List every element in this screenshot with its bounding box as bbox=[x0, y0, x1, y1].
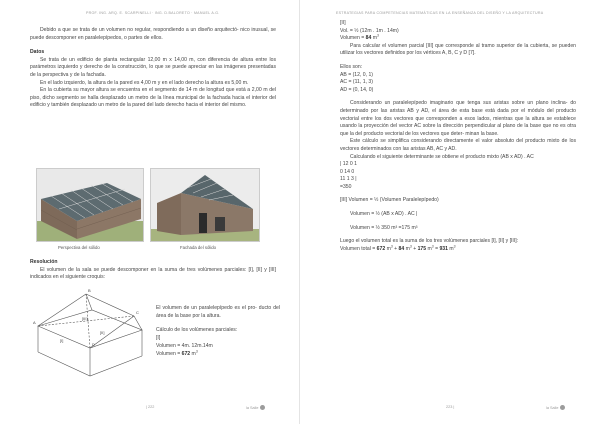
running-head-right: ESTRATEGIAS PARA COMPETENCIAS MATEMÁTICAS EN LA ENSEÑANZA DEL DISEÑO Y LA ARQUITECTURA bbox=[336, 11, 544, 15]
ellos-son: Ellos son: bbox=[340, 63, 363, 70]
svg-text:[II]: [II] bbox=[100, 330, 105, 335]
paragraph-datos-1: Se trata de un edificio de planta rectangular 12,00 m x 14,00 m, con diferencia de altura entre los parámetros izquierdo y derecho de la construcción, lo que se puede apreciar en las imágenes presentadas de la perspectiva y de la fachada. bbox=[30, 56, 276, 78]
vol-III-line-3: Volumen = ½ 350 m³ =175 m³ bbox=[350, 224, 418, 231]
svg-text:[I]: [I] bbox=[60, 338, 64, 343]
calc-heading: Cálculo de los volúmenes parciales: bbox=[156, 327, 238, 333]
brand-name-right: la Salle bbox=[546, 405, 559, 410]
vol-III-formula: [III] Volumen = ½ (Volumen Paralelepípedo) bbox=[340, 197, 439, 204]
heading-datos: Datos bbox=[30, 49, 45, 56]
paragraph-total-intro: Luego el volumen total es la suma de los tres volúmenes parciales [I], [II] y [III]: bbox=[340, 238, 519, 245]
brand-name-left: la Salle bbox=[246, 405, 259, 410]
lasalle-logo-icon bbox=[260, 405, 265, 410]
page-number-right: 223 | bbox=[446, 405, 455, 409]
left-volume-column bbox=[156, 304, 280, 358]
svg-text:A: A bbox=[33, 320, 36, 325]
brand-left bbox=[246, 405, 265, 410]
paragraph-calculado: Calculando el siguiente determinante se obtiene el producto mixto (AB x AD) . AC bbox=[350, 153, 534, 160]
brand-right bbox=[546, 405, 565, 410]
lasalle-logo-icon bbox=[560, 405, 565, 410]
calc-label-I: [I] bbox=[156, 335, 161, 341]
paragraph-calculo: Este cálculo se simplifica considerando directamente el valor absoluto del producto mixto de los vectores determinados con las aristas AB, AC y AD. bbox=[340, 138, 576, 152]
facade-image bbox=[150, 168, 260, 242]
vol-III-line-2: Volumen = ½ (AB x AD) . AC | bbox=[350, 211, 418, 218]
paragraph-resolucion: El volumen de la sala se puede descomponer en la suma de tres volúmenes parciales: [I], [II] y [III] indicados en el siguiente croquis: bbox=[30, 266, 276, 281]
total-volume: Volumen total = 672 $m^3 + 84$ $m^3 + 175$ $m^3 = 931$ $m^3$ bbox=[340, 244, 456, 252]
vol-II-result: Volumen = 84 $m^3$ bbox=[340, 33, 379, 42]
paragraph-vol-III-intro: Para calcular el volumen parcial [III] que corresponde al tramo superior de la cubierta, se pueden utilizar los vectores definidos por los vértices A, B, C y D [7]. bbox=[340, 42, 576, 57]
determinant-row-2: 0 14 0 bbox=[340, 168, 355, 175]
calc-vol-result: Volumen = 672 $m^3$ bbox=[156, 349, 198, 357]
determinant-row-1: | 12 0 1 bbox=[340, 161, 357, 168]
running-head-left: PROF. ING. ARQ. E. SCARPINELLI · ING. D.BALORETO · MANUEL A.G. bbox=[86, 11, 220, 15]
vector-ad: AD = (0, 14, 0) bbox=[340, 86, 374, 93]
svg-text:[III]: [III] bbox=[82, 316, 88, 321]
paragraph-datos-3: En la cubierta su mayor altura se encuentra en el segmento de 14 m de longitud que está a 2,00 m del piso, dicho segmento se halla desplazado un metro de la línea municipal de la fachada hacia el interior del edificio y también desplazado un metro de la pared del lado derecho hacia el interior del mismo. bbox=[30, 87, 276, 109]
heading-resolucion: Resolución bbox=[30, 259, 58, 265]
perspective-image bbox=[36, 168, 144, 242]
svg-text:B: B bbox=[88, 288, 91, 293]
vol-II-formula: Vol. = ½ (12m . 1m . 14m) bbox=[340, 27, 399, 34]
right-body bbox=[340, 20, 576, 253]
svg-text:D: D bbox=[92, 342, 95, 347]
paragraph-intro: Debido a que se trata de un volumen no regular, respondiendo a un diseño arquitectó- nico inusual, se puede descomponer en paralelepípedos, o partes de ellos. bbox=[30, 27, 276, 41]
caption-facade: Fachada del sólido bbox=[180, 245, 217, 250]
paragraph-vol-desc: El volumen de un paralelepípedo es el pro- ducto del área de la base por la altura. bbox=[156, 305, 280, 319]
left-body-top bbox=[30, 27, 276, 110]
vector-ab: AB = (12, 0, 1) bbox=[340, 71, 373, 78]
paragraph-considerando: Considerando un paralelepípedo imaginario que tenga sus aristas sobre un plano inclina- do determinado por las aristas AB y AD, el área de esta base está dada por el módulo del producto vectorial entre los dos vectores que corresponden a esos lados, mientras que la altura se establece usando la proyección del vector AC sobre la dirección perpendicular al plano de la base que no es otra que la del producto vectorial de los vectores que deter- minan la base. bbox=[340, 100, 576, 137]
determinant-row-3: 11 1 3 | bbox=[340, 176, 357, 183]
svg-text:C: C bbox=[136, 310, 139, 315]
paragraph-datos-2: En el lado izquierdo, la altura de la pared es 4,00 m y en el lado derecho la altura es 5,00 m. bbox=[40, 79, 249, 86]
label-vol-II: [II] bbox=[340, 20, 346, 26]
caption-perspective: Perspectiva del sólido bbox=[58, 245, 100, 250]
volume-sketch-diagram bbox=[30, 286, 150, 384]
right-page bbox=[300, 0, 600, 424]
determinant-result: =350 bbox=[340, 183, 352, 190]
vector-ac: AC = (11, 1, 3) bbox=[340, 79, 373, 86]
page-number-left: | 222 bbox=[146, 405, 155, 409]
left-body-resolucion bbox=[30, 252, 276, 282]
calc-vol-formula: Volumen = 4m. 12m.14m bbox=[156, 343, 213, 349]
